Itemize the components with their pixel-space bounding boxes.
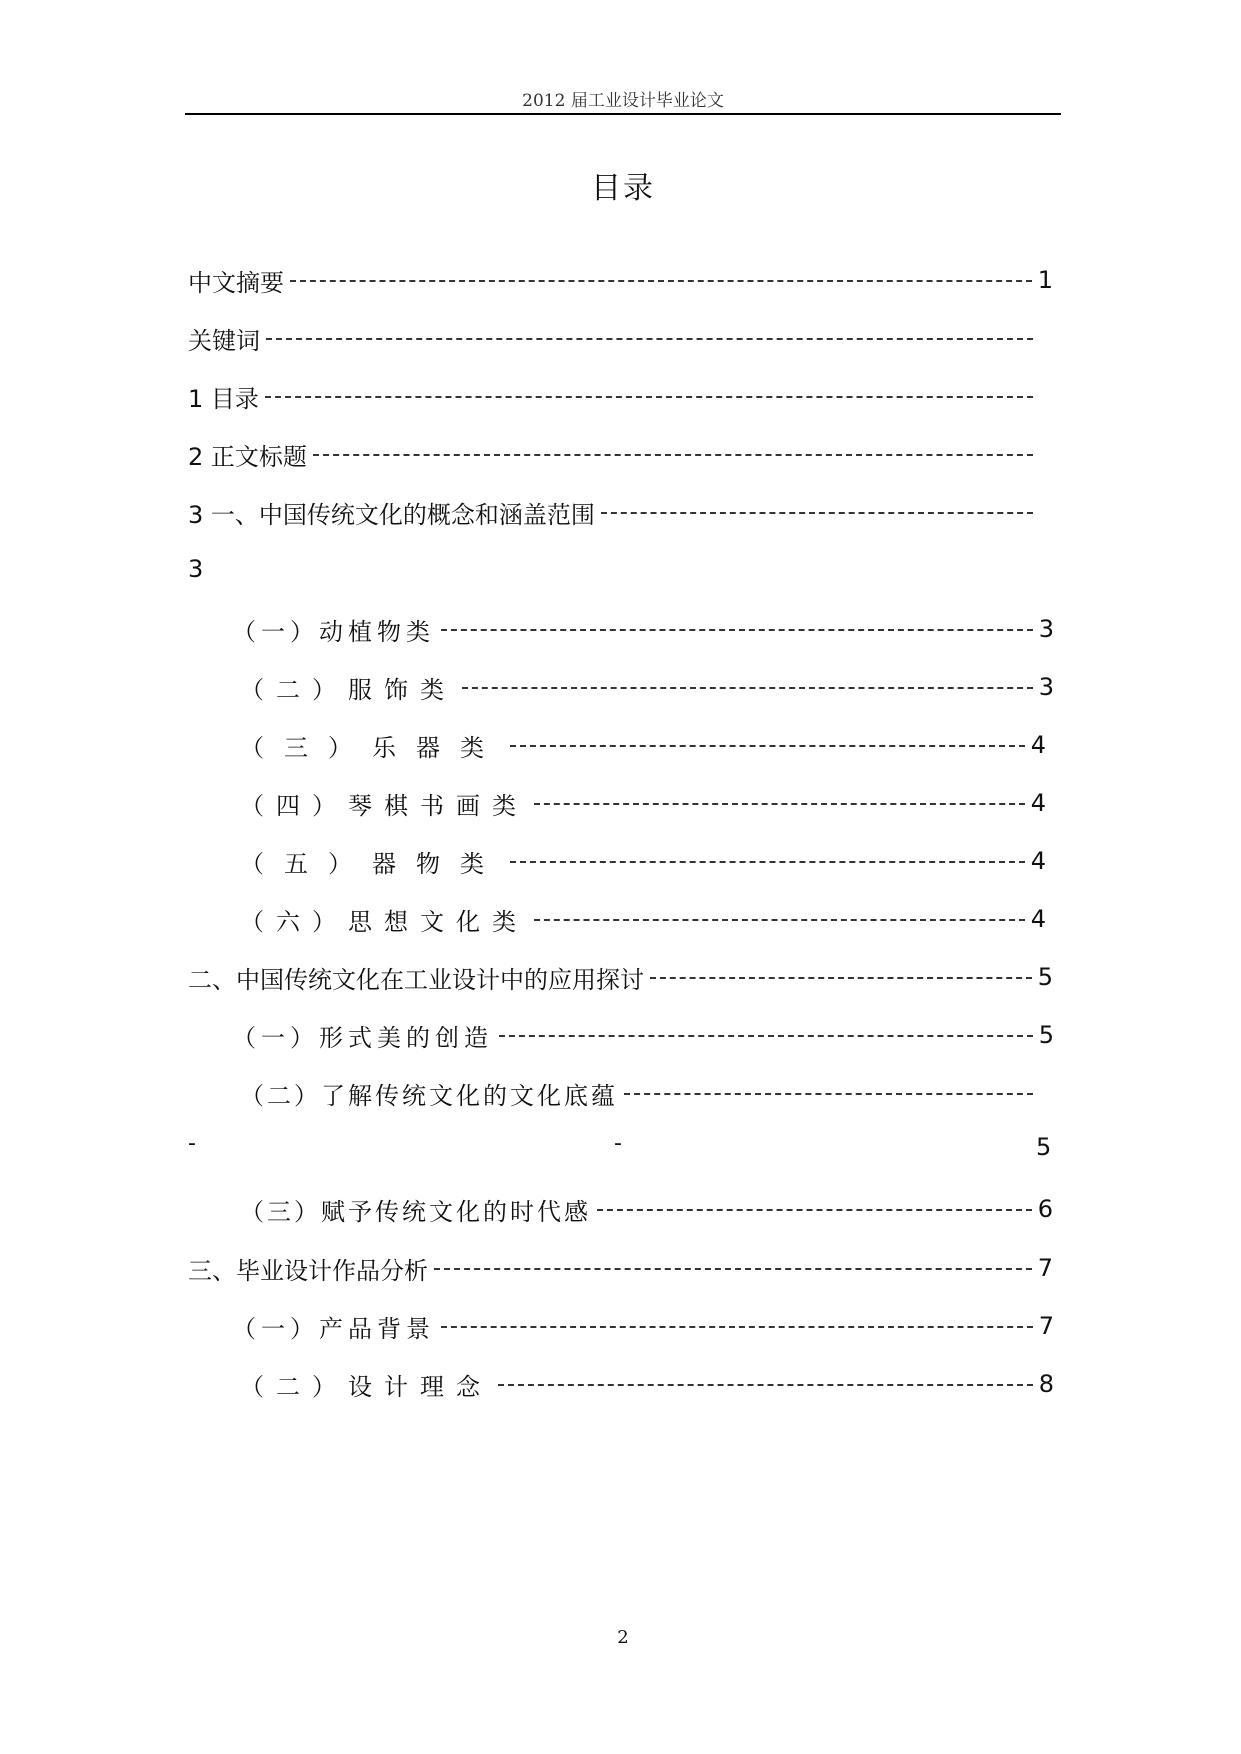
running-header: 2012 届工业设计毕业论文 bbox=[522, 91, 724, 111]
toc-entry-page: 4 bbox=[1030, 731, 1046, 759]
toc-entry-page: 4 bbox=[1030, 905, 1046, 933]
toc-entry-label: （三）赋予传统文化的时代感 bbox=[240, 1197, 591, 1226]
toc-entry-section-2[interactable] bbox=[188, 959, 1053, 995]
leader-dashes bbox=[499, 1035, 1033, 1037]
toc-entry-page: 5 bbox=[1038, 1021, 1054, 1049]
toc-entry-subsection[interactable] bbox=[232, 1017, 1054, 1053]
toc-entry-section-1[interactable] bbox=[188, 494, 1053, 530]
toc-entry-page: 4 bbox=[1030, 847, 1046, 875]
toc-entry-page: 8 bbox=[1038, 1370, 1054, 1398]
toc-entry-subsection[interactable] bbox=[232, 1308, 1054, 1344]
page-title: 目录 bbox=[591, 171, 655, 206]
toc-entry-subsection[interactable] bbox=[240, 1366, 1054, 1402]
toc-entry-page-continuation: 5 bbox=[1036, 1133, 1052, 1161]
leader-dashes bbox=[534, 919, 1025, 921]
leader-dashes bbox=[290, 280, 1032, 282]
toc-entry-page: 1 bbox=[1037, 266, 1053, 294]
toc-entry-subsection[interactable] bbox=[240, 669, 1054, 705]
toc-entry-label: 二、中国传统文化在工业设计中的应用探讨 bbox=[188, 965, 644, 994]
toc-entry-page: 4 bbox=[1030, 789, 1046, 817]
leader-dashes bbox=[441, 629, 1033, 631]
toc-entry-subsection[interactable] bbox=[240, 727, 1046, 763]
leader-dashes bbox=[265, 396, 1033, 398]
toc-entry-page: 7 bbox=[1037, 1254, 1053, 1282]
toc-entry-label: 1 目录 bbox=[188, 384, 259, 413]
toc-entry-subsection[interactable] bbox=[240, 1075, 1053, 1111]
leader-dashes bbox=[498, 1384, 1033, 1386]
toc-entry-label: （四）琴棋书画类 bbox=[240, 791, 528, 820]
toc-entry-label: 3 一、中国传统文化的概念和涵盖范围 bbox=[188, 500, 595, 529]
toc-entry-keywords[interactable] bbox=[188, 320, 1053, 356]
toc-entry-page: 6 bbox=[1037, 1195, 1053, 1223]
toc-entry-subsection[interactable] bbox=[232, 611, 1054, 647]
toc-entry-label: （二）了解传统文化的文化底蕴 bbox=[240, 1081, 618, 1110]
leader-dashes bbox=[266, 338, 1033, 340]
toc-entry-subsection[interactable] bbox=[240, 901, 1046, 937]
leader-dashes bbox=[462, 687, 1033, 689]
leader-dashes bbox=[313, 454, 1033, 456]
toc-entry-label: 关键词 bbox=[188, 326, 260, 355]
toc-entry-subsection[interactable] bbox=[240, 1191, 1053, 1227]
toc-entry-label: （三）乐器类 bbox=[240, 733, 504, 762]
toc-entry-label: 中文摘要 bbox=[188, 268, 284, 297]
toc-entry-subsection[interactable] bbox=[240, 785, 1046, 821]
toc-entry-section-3[interactable] bbox=[188, 1250, 1053, 1286]
toc-entry-abstract[interactable] bbox=[188, 262, 1053, 298]
leader-dashes bbox=[601, 512, 1033, 514]
toc-entry-page: 7 bbox=[1038, 1312, 1054, 1340]
leader-dashes bbox=[434, 1268, 1032, 1270]
toc-entry-label: （一）产品背景 bbox=[232, 1314, 435, 1343]
toc-entry-label: （五）器物类 bbox=[240, 849, 504, 878]
page-number: 2 bbox=[617, 1627, 629, 1648]
toc-entry-contents[interactable] bbox=[188, 378, 1053, 414]
header-rule bbox=[185, 113, 1061, 115]
stray-dash-mark: - bbox=[188, 1131, 196, 1156]
toc-entry-label: （二）设计理念 bbox=[240, 1372, 492, 1401]
toc-entry-label: （一）形式美的创造 bbox=[232, 1023, 493, 1052]
toc-entry-label: （二）服饰类 bbox=[240, 675, 456, 704]
leader-dashes bbox=[510, 745, 1025, 747]
leader-dashes bbox=[441, 1326, 1033, 1328]
leader-dashes bbox=[624, 1093, 1033, 1095]
toc-entry-body-title[interactable] bbox=[188, 436, 1053, 472]
toc-entry-page: 5 bbox=[1037, 963, 1053, 991]
toc-entry-page: 3 bbox=[1038, 673, 1054, 701]
leader-dashes bbox=[534, 803, 1025, 805]
toc-entry-label: （六）思想文化类 bbox=[240, 907, 528, 936]
toc-entry-page: 3 bbox=[1038, 615, 1054, 643]
toc-entry-page-continuation: 3 bbox=[188, 555, 204, 583]
stray-dash-mark: - bbox=[614, 1131, 622, 1156]
toc-entry-subsection[interactable] bbox=[240, 843, 1046, 879]
toc-entry-label: （一）动植物类 bbox=[232, 617, 435, 646]
toc-entry-label: 三、毕业设计作品分析 bbox=[188, 1256, 428, 1285]
leader-dashes bbox=[650, 977, 1032, 979]
leader-dashes bbox=[510, 861, 1025, 863]
leader-dashes bbox=[597, 1209, 1032, 1211]
toc-entry-label: 2 正文标题 bbox=[188, 442, 307, 471]
